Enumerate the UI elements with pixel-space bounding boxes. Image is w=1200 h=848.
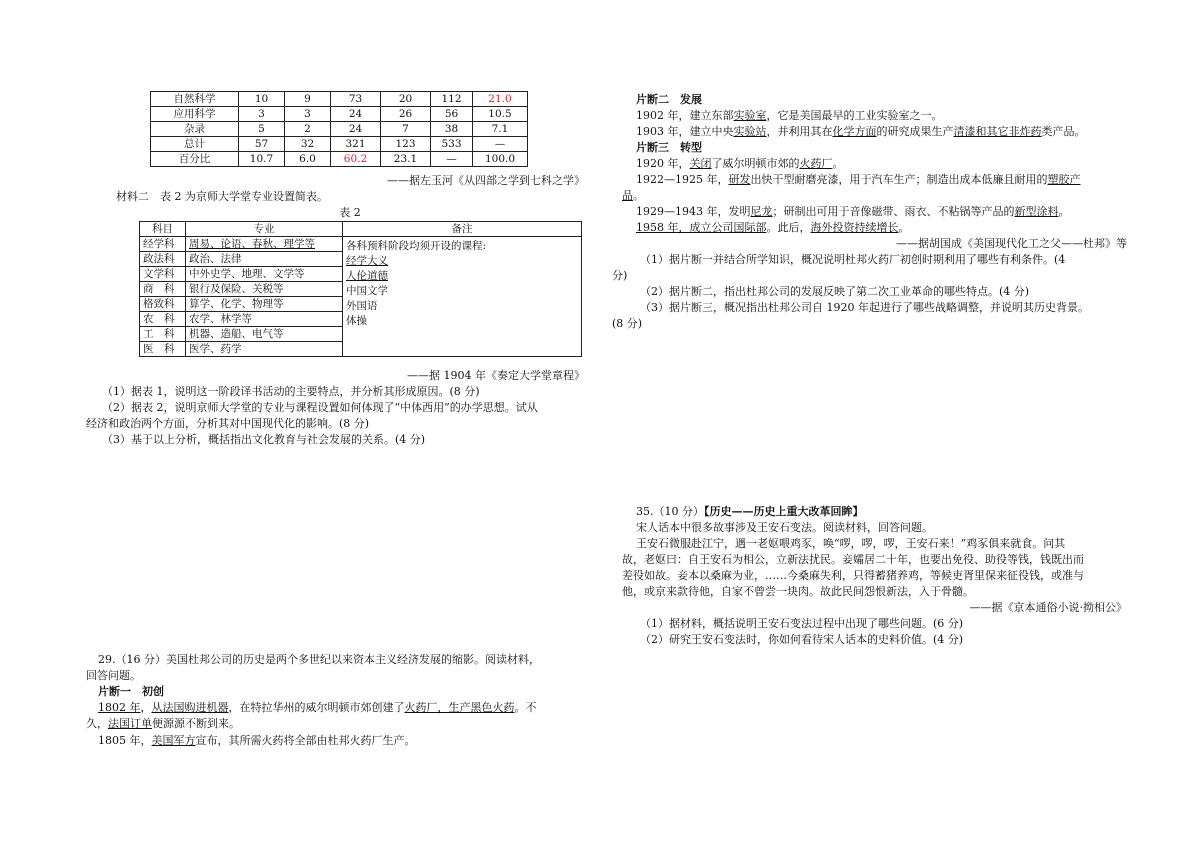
table-cell: 格致科 bbox=[140, 297, 186, 312]
underlined-text: 品 bbox=[622, 189, 633, 202]
q35-topic: 【历史——历史上重大改革回眸】 bbox=[704, 505, 864, 518]
table-cell: 7.1 bbox=[473, 122, 528, 137]
table-cell: — bbox=[431, 152, 473, 167]
underlined-text: 1802 年 bbox=[98, 701, 141, 714]
fragment-3-line bbox=[636, 172, 1081, 187]
text-span: 出快干型耐磨亮漆，用于汽车生产；制造出成本低廉且耐用的 bbox=[750, 173, 1048, 186]
underlined-text: 清漆和其它非炸药 bbox=[953, 125, 1042, 138]
q29-question-1-cont: 分) bbox=[612, 269, 628, 282]
text-span: 宣布，其所需火药将全部由杜邦火药厂生产。 bbox=[195, 734, 416, 747]
table-cell: 杂录 bbox=[151, 122, 239, 137]
text-span: 1902 年，建立东部 bbox=[636, 109, 734, 122]
text-span: 。 bbox=[832, 157, 844, 170]
table-cell: 文学科 bbox=[140, 267, 186, 282]
text-span: 了威尔明顿市郊的 bbox=[711, 157, 800, 170]
text-span: 1805 年， bbox=[98, 734, 152, 747]
column-header-notes: 备注 bbox=[343, 222, 582, 237]
fragment-3-line bbox=[636, 220, 910, 235]
table-1 bbox=[150, 91, 528, 167]
fragment-1-line bbox=[98, 733, 416, 748]
table-cell: 38 bbox=[431, 122, 473, 137]
question-3: （3）基于以上分析，概括指出文化教育与社会发展的关系。(4 分) bbox=[102, 433, 426, 446]
notes-cell bbox=[343, 237, 582, 357]
table-cell: 商 科 bbox=[140, 282, 186, 297]
underlined-text: 人伦道德 bbox=[346, 270, 388, 282]
fragment-3-title: 片断三 转型 bbox=[636, 141, 702, 154]
text-span: 1903 年，建立中央 bbox=[636, 125, 734, 138]
fragment-3-line bbox=[636, 204, 1070, 219]
text-span: 便源源不断到来。 bbox=[152, 717, 240, 730]
table-cell: 自然科学 bbox=[151, 92, 239, 107]
table-cell: 23.1 bbox=[381, 152, 431, 167]
text-span: 1920 年， bbox=[636, 157, 690, 170]
table-cell: 2 bbox=[285, 122, 331, 137]
table-cell: 5 bbox=[239, 122, 285, 137]
table-row bbox=[151, 92, 528, 107]
text-span: 1929—1943 年，发明 bbox=[636, 205, 751, 218]
text-span: ， bbox=[140, 701, 152, 714]
q35-source: ——据《京本通俗小说·拗相公》 bbox=[969, 601, 1127, 614]
table-cell: 应用科学 bbox=[151, 107, 239, 122]
text-span: 1922—1925 年， bbox=[636, 173, 729, 186]
text-span: 类产品。 bbox=[1041, 125, 1086, 138]
table-1-source: ——据左玉河《从四部之学到七科之学》 bbox=[387, 174, 585, 187]
table-cell: 9 bbox=[285, 92, 331, 107]
fragment-3-line bbox=[636, 156, 844, 171]
table-cell: 农学、林学等 bbox=[186, 312, 343, 327]
underlined-text: 塑胶产 bbox=[1047, 173, 1081, 186]
question-1: （1）据表 1，说明这一阶段译书活动的主要特点，并分析其形成原因。(8 分) bbox=[102, 385, 480, 398]
underlined-text: 关闭 bbox=[689, 157, 712, 170]
q29-question-2: （2）据片断二，指出杜邦公司的发展反映了第二次工业革命的哪些特点。(4 分) bbox=[640, 285, 1030, 298]
table-row bbox=[151, 107, 528, 122]
q29-question-1: （1）据片断一并结合所学知识，概况说明杜邦火药厂初创时期利用了哪些有利条件。(4 bbox=[640, 253, 1066, 266]
fragment-2-title: 片断二 发展 bbox=[636, 93, 702, 106]
underlined-text: 海外投资持续增长 bbox=[810, 221, 899, 234]
table-cell: 6.0 bbox=[285, 152, 331, 167]
table-cell: 机器、造船、电气等 bbox=[186, 327, 343, 342]
underlined-text: 新型涂料 bbox=[1014, 205, 1059, 218]
notes-line: 中国文学 bbox=[346, 285, 388, 297]
table-cell: 中外史学、地理、文学等 bbox=[186, 267, 343, 282]
text-span: 。 bbox=[1058, 205, 1070, 218]
table-cell: 3 bbox=[285, 107, 331, 122]
table-cell: 工 科 bbox=[140, 327, 186, 342]
notes-line bbox=[346, 269, 578, 284]
table-cell: 政治、法律 bbox=[186, 252, 343, 267]
table-2 bbox=[139, 221, 582, 357]
table-cell: 20 bbox=[381, 92, 431, 107]
q29-question-3: （3）据片断三，概况指出杜邦公司自 1920 年起进行了哪些战略调整，并说明其历史背景。 bbox=[640, 301, 1089, 314]
material-2-intro: 材料二 表 2 为京师大学堂专业设置简表。 bbox=[116, 190, 328, 203]
question-2-cont: 经济和政治两个方面，分析其对中国现代化的影响。(8 分) bbox=[86, 417, 370, 430]
table-cell: — bbox=[473, 137, 528, 152]
text-span: 。此后， bbox=[766, 221, 811, 234]
table-row bbox=[151, 152, 528, 167]
table-cell bbox=[186, 237, 343, 252]
text-span: ；研制出可用于音像磁带、雨衣、不粘锅等产品的 bbox=[772, 205, 1015, 218]
underlined-text: 经学大义 bbox=[346, 255, 388, 267]
notes-line: 各科预科阶段均须开设的课程: bbox=[346, 240, 487, 252]
notes-line: 外国语 bbox=[346, 300, 378, 312]
text-span: 。不 bbox=[514, 701, 537, 714]
column-header-major: 专业 bbox=[186, 222, 343, 237]
table-cell: 533 bbox=[431, 137, 473, 152]
text-span: ，并利用其在 bbox=[766, 125, 833, 138]
notes-line bbox=[346, 254, 578, 269]
table-header-row bbox=[140, 222, 582, 237]
table-cell: 24 bbox=[331, 122, 381, 137]
table-cell: 100.0 bbox=[473, 152, 528, 167]
underlined-text: 火药厂 bbox=[799, 157, 833, 170]
table-cell: 10.7 bbox=[239, 152, 285, 167]
table-cell: 农 科 bbox=[140, 312, 186, 327]
q35-title bbox=[636, 504, 864, 519]
notes-line: 体操 bbox=[346, 315, 367, 327]
table-2-title: 表 2 bbox=[339, 206, 361, 219]
table-cell: 24 bbox=[331, 107, 381, 122]
underlined-text: 实验室 bbox=[733, 109, 767, 122]
text-span: ，在特拉华州的威尔明顿市郊创建了 bbox=[228, 701, 405, 714]
table-cell: 算学、化学、物理等 bbox=[186, 297, 343, 312]
q35-line: 宋人话本中很多故事涉及王安石变法。阅读材料，回答问题。 bbox=[636, 521, 933, 534]
q35-question-1: （1）据材料，概括说明王安石变法过程中出现了哪些问题。(6 分) bbox=[640, 617, 964, 630]
text-span: 久， bbox=[86, 717, 108, 730]
table-cell: 10 bbox=[239, 92, 285, 107]
table-cell: 123 bbox=[381, 137, 431, 152]
table-row bbox=[151, 137, 528, 152]
fragment-2-line bbox=[636, 108, 943, 123]
underlined-text: 研发 bbox=[728, 173, 751, 186]
table-cell: 3 bbox=[239, 107, 285, 122]
fragment-2-line bbox=[636, 124, 1086, 139]
fragments-source: ——据胡国成《美国现代化工之父——杜邦》等 bbox=[896, 237, 1127, 250]
table-cell-highlight: 60.2 bbox=[331, 152, 381, 167]
underlined-text: 从法国购进机器 bbox=[151, 701, 229, 714]
q35-line: 王安石微服赴江宁，遇一老妪喂鸡豕，唤“啰，啰，啰，王安石来！”鸡豕俱来就食。问其 bbox=[636, 537, 1066, 550]
table-cell: 32 bbox=[285, 137, 331, 152]
text-span: 。 bbox=[633, 189, 644, 202]
table-cell: 73 bbox=[331, 92, 381, 107]
q35-line: 故，老妪曰：自王安石为相公，立新法扰民。妾孀居二十年，也要出免役、助役等钱，钱既出而 bbox=[622, 553, 1084, 566]
table-cell: 57 bbox=[239, 137, 285, 152]
underlined-text: 周易、论语、春秋、理学等 bbox=[189, 238, 315, 250]
underlined-text: 法国订单 bbox=[108, 717, 152, 730]
q35-line: 他，或京来款待他，自家不曾尝一块肉。故此民间怨恨新法，入于骨髓。 bbox=[622, 585, 974, 598]
text-span: 35.（10 分） bbox=[636, 505, 704, 518]
q29-intro-cont: 回答问题。 bbox=[86, 669, 141, 682]
table-cell: 经学科 bbox=[140, 237, 186, 252]
table-cell: 321 bbox=[331, 137, 381, 152]
table-cell: 112 bbox=[431, 92, 473, 107]
table-cell: 医学、药学 bbox=[186, 342, 343, 357]
underlined-text: 火药厂，生产黑色火药 bbox=[404, 701, 515, 714]
table-cell: 7 bbox=[381, 122, 431, 137]
q29-intro: 29.（16 分）美国杜邦公司的历史是两个多世纪以来资本主义经济发展的缩影。阅读材料， bbox=[98, 653, 540, 666]
text-span: 的研究成果生产 bbox=[876, 125, 954, 138]
table-cell: 百分比 bbox=[151, 152, 239, 167]
underlined-text: 尼龙 bbox=[750, 205, 773, 218]
table-cell: 政法科 bbox=[140, 252, 186, 267]
fragment-1-line bbox=[86, 716, 240, 731]
underlined-text: 实验站 bbox=[733, 125, 767, 138]
column-header-subject: 科目 bbox=[140, 222, 186, 237]
question-2: （2）据表 2，说明京师大学堂的专业与课程设置如何体现了“中体西用”的办学思想。试从 bbox=[102, 401, 538, 414]
underlined-text: 美国军方 bbox=[151, 734, 196, 747]
table-cell-highlight: 21.0 bbox=[473, 92, 528, 107]
table-2-source: ——据 1904 年《奏定大学堂章程》 bbox=[407, 369, 585, 382]
q29-question-3-cont: (8 分) bbox=[612, 317, 643, 330]
table-cell: 26 bbox=[381, 107, 431, 122]
table-row bbox=[140, 237, 582, 252]
underlined-text: 1958 年，成立公司国际部 bbox=[636, 221, 767, 234]
table-cell: 银行及保险、关税等 bbox=[186, 282, 343, 297]
table-row bbox=[151, 122, 528, 137]
table-cell: 56 bbox=[431, 107, 473, 122]
text-span: 。 bbox=[898, 221, 910, 234]
fragment-1-title: 片断一 初创 bbox=[98, 685, 164, 698]
table-cell: 10.5 bbox=[473, 107, 528, 122]
q35-question-2: （2）研究王安石变法时，你如何看待宋人话本的史料价值。(4 分) bbox=[640, 633, 964, 646]
fragment-1-line bbox=[98, 700, 537, 715]
text-span: ，它是美国最早的工业实验室之一。 bbox=[766, 109, 943, 122]
underlined-text: 化学方面 bbox=[832, 125, 877, 138]
table-cell: 总计 bbox=[151, 137, 239, 152]
q35-line: 差役如故。妾本以桑麻为业，……今桑麻失利，只得蓄猪养鸡，等候吏胥里保来征役钱，或准与 bbox=[622, 569, 1084, 582]
fragment-3-line bbox=[622, 188, 644, 203]
table-cell: 医 科 bbox=[140, 342, 186, 357]
